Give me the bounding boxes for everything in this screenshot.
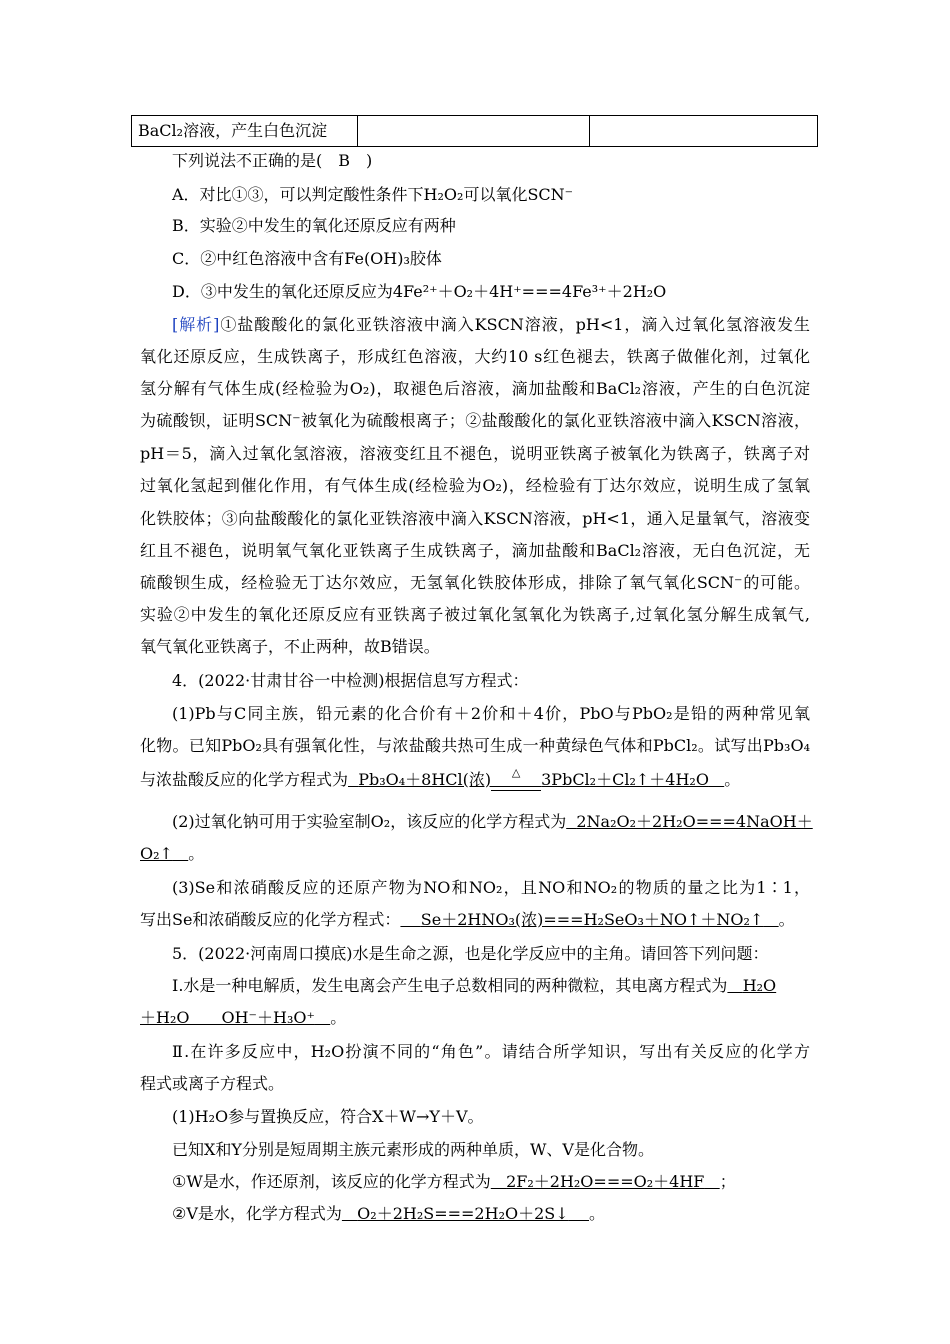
question-stem: 下列说法不正确的是( B ): [172, 151, 373, 170]
analysis-line: 硫酸钡生成，经检验无丁达尔效应，无氢氧化铁胶体形成，排除了氧气氧化SCN⁻的可能。: [140, 573, 810, 592]
analysis-line: pH＝5，滴入过氧化氢溶液，溶液变红且不褪色，说明亚铁离子被氧化为铁离子，铁离子对: [140, 444, 810, 463]
analysis-line: 过氧化氢起到催化作用，有气体生成(经检验为O₂)，经检验有丁达尔效应，说明生成了氢氧: [140, 476, 810, 495]
heat-arrow: [491, 766, 541, 791]
option-a: A．对比①③，可以判定酸性条件下H₂O₂可以氧化SCN⁻: [172, 185, 574, 204]
table-cell: [358, 116, 590, 146]
paragraph-line: (1)H₂O参与置换反应，符合X＋W→Y＋V。: [172, 1107, 484, 1126]
paragraph-line: 已知X和Y分别是短周期主族元素形成的两种单质，W、V是化合物。: [172, 1140, 654, 1159]
answer-line: ①W是水，作还原剂，该反应的化学方程式为 2F₂＋2H₂O===O₂＋4HF ；: [172, 1172, 736, 1191]
analysis-line: 氧化还原反应，生成铁离子，形成红色溶液，大约10 s红色褪去，铁离子做催化剂，过氧化: [140, 347, 810, 366]
answer-blank: H₂O: [742, 976, 777, 995]
question-title: 5．(2022·河南周口摸底)水是生命之源，也是化学反应中的主角。请回答下列问题：: [172, 944, 769, 963]
answer-line: Ⅰ.水是一种电解质，发生电离会产生电子总数相同的两种微粒，其电离方程式为 H₂O: [172, 976, 777, 995]
analysis-line: 红且不褪色，说明氧气氧化亚铁离子生成铁离子，滴加盐酸和BaCl₂溶液，无白色沉淀，无: [140, 541, 810, 560]
answer-line: 与浓盐酸反应的化学方程式为 Pb₃O₄＋8HCl(浓) △ 3PbCl₂＋Cl₂↑＋4H₂O 。: [140, 769, 740, 791]
answer-blank: 3PbCl₂＋Cl₂↑＋4H₂O: [541, 770, 709, 789]
answer-line: 写出Se和浓硝酸反应的化学方程式： Se＋2HNO₃(浓)===H₂SeO₃＋NO↑＋NO₂↑ 。: [140, 910, 795, 929]
analysis-line: 实验②中发生的氧化还原反应有亚铁离子被过氧化氢氧化为铁离子,过氧化氢分解生成氧气,: [140, 605, 810, 624]
analysis-line: 化铁胶体；③向盐酸酸化的氯化亚铁溶液中滴入KSCN溶液，pH<1，通入足量氧气，溶液变: [140, 509, 810, 528]
table-row: [131, 115, 818, 147]
answer-line: O₂↑ 。: [140, 844, 205, 863]
question-title: 4．(2022·甘肃甘谷一中检测)根据信息写方程式：: [172, 671, 529, 690]
table-cell: [590, 116, 817, 146]
answer-blank: 2F₂＋2H₂O===O₂＋4HF: [506, 1172, 705, 1191]
answer-blank: O₂↑: [140, 844, 173, 863]
table-cell: BaCl₂溶液，产生白色沉淀: [132, 116, 358, 146]
answer-blank: ＋H₂O OH⁻＋H₃O⁺: [140, 1008, 315, 1027]
option-c: C．②中红色溶液中含有Fe(OH)₃胶体: [172, 249, 442, 268]
analysis-line: 氢分解有气体生成(经检验为O₂)，取褪色后溶液，滴加盐酸和BaCl₂溶液，产生的白色沉淀: [140, 379, 810, 398]
paragraph-line: 化物。已知PbO₂具有强氧化性，与浓盐酸共热可生成一种黄绿色气体和PbCl₂。试写出Pb₃O₄: [140, 736, 810, 755]
answer-blank: Pb₃O₄＋8HCl(浓): [358, 770, 492, 789]
answer-line: ＋H₂O OH⁻＋H₃O⁺ 。: [140, 1008, 347, 1027]
analysis-line: 氧气氧化亚铁离子，不止两种，故B错误。: [140, 637, 440, 656]
answer-line: (2)过氧化钠可用于实验室制O₂，该反应的化学方程式为 2Na₂O₂＋2H₂O===4NaOH＋: [172, 812, 813, 831]
paragraph-line: 程式或离子方程式。: [140, 1074, 285, 1093]
answer-blank: Se＋2HNO₃(浓)===H₂SeO₃＋NO↑＋NO₂↑: [420, 910, 764, 929]
paragraph-line: Ⅱ.在许多反应中，H₂O扮演不同的“角色”。请结合所学知识，写出有关反应的化学方: [172, 1042, 810, 1061]
analysis-tag: [解析]: [172, 315, 220, 334]
delta-icon: △: [511, 766, 521, 779]
paragraph-line: (3)Se和浓硝酸反应的还原产物为NO和NO₂，且NO和NO₂的物质的量之比为1∶1，: [172, 878, 810, 897]
answer-line: ②V是水，化学方程式为 O₂＋2H₂S===2H₂O＋2S↓ 。: [172, 1204, 606, 1223]
answer-blank: 2Na₂O₂＋2H₂O===4NaOH＋: [576, 812, 813, 831]
paragraph-line: (1)Pb与C同主族，铅元素的化合价有＋2价和＋4价，PbO与PbO₂是铅的两种常见氧: [172, 704, 810, 723]
analysis-line: 为硫酸钡，证明SCN⁻被氧化为硫酸根离子；②盐酸酸化的氯化亚铁溶液中滴入KSCN溶液，: [140, 411, 810, 430]
option-d: D．③中发生的氧化还原反应为4Fe²⁺＋O₂＋4H⁺===4Fe³⁺＋2H₂O: [172, 282, 667, 301]
option-b: B．实验②中发生的氧化还原反应有两种: [172, 216, 456, 235]
answer-blank: O₂＋2H₂S===2H₂O＋2S↓: [357, 1204, 569, 1223]
analysis-line: [解析]①盐酸酸化的氯化亚铁溶液中滴入KSCN溶液，pH<1，滴入过氧化氢溶液发生: [172, 315, 810, 334]
